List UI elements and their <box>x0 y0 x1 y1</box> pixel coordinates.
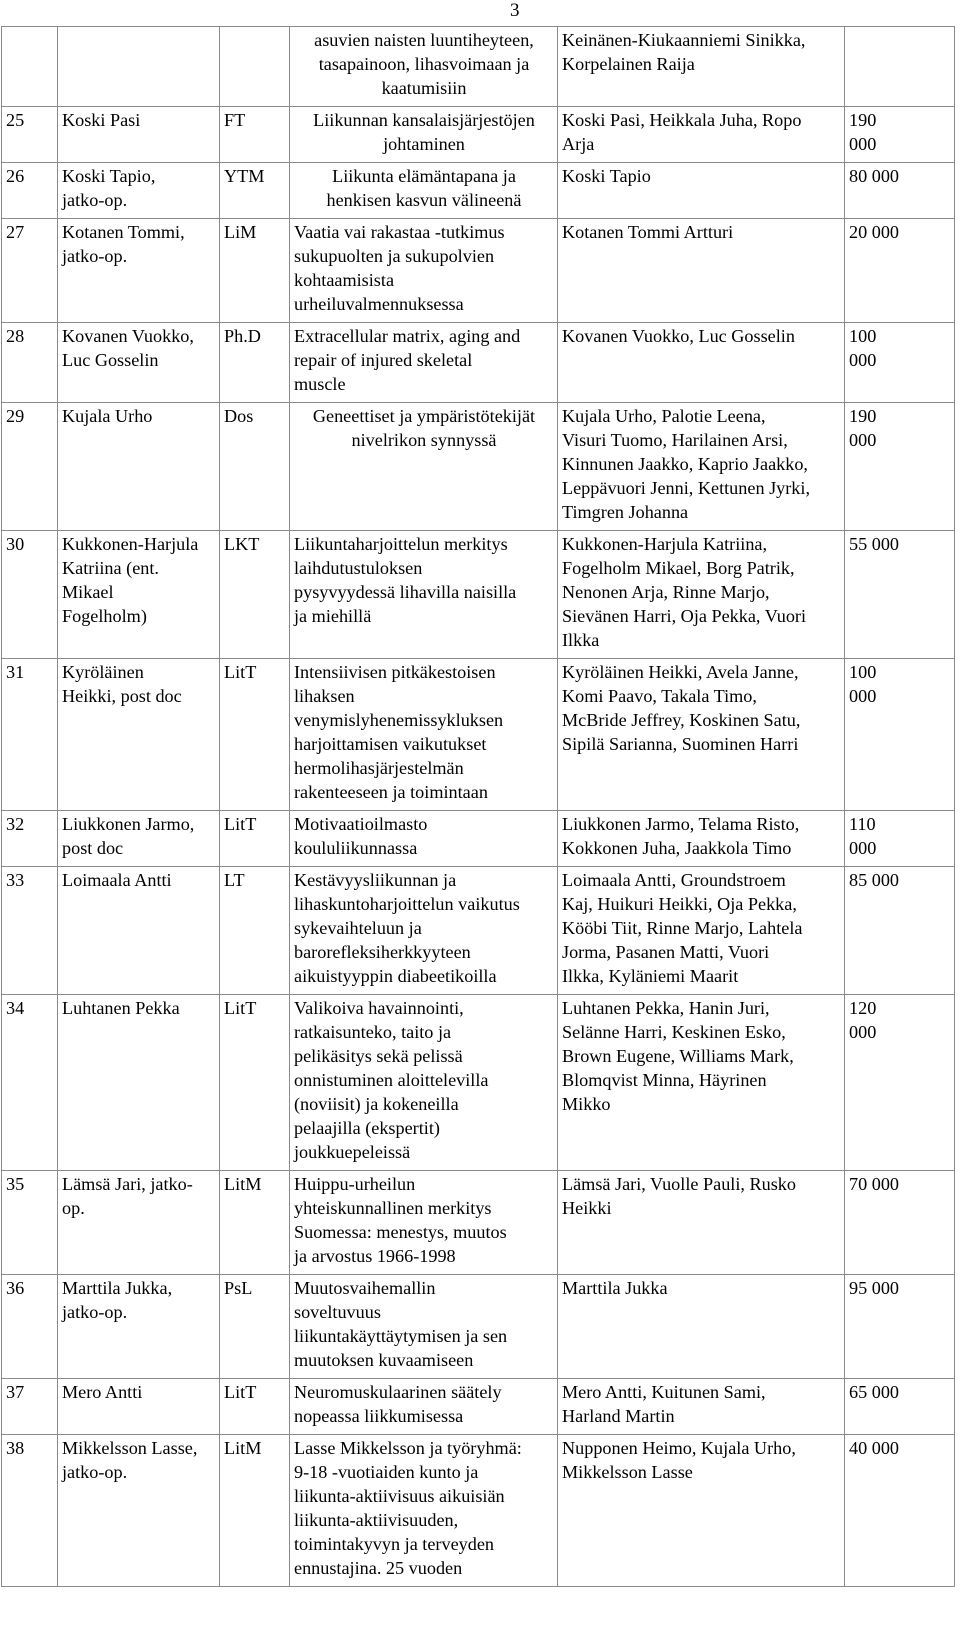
degree-cell <box>220 323 290 403</box>
researchers-line: Kovanen Vuokko, Luc Gosselin <box>562 326 795 346</box>
researchers-line: Komi Paavo, Takala Timo, <box>562 686 757 706</box>
grant-amount-line: 20 000 <box>849 222 900 242</box>
grant-amount-line: 120 <box>849 998 877 1018</box>
grant-amount-line: 190 <box>849 406 877 426</box>
research-topic-line: Liikuntaharjoittelun merkitys <box>294 534 508 554</box>
research-topic-cell <box>290 867 558 995</box>
research-topic-line: Lasse Mikkelsson ja työryhmä: <box>294 1438 522 1458</box>
applicant-cell <box>58 1275 220 1379</box>
row-number-cell <box>2 27 58 107</box>
applicant-cell <box>58 811 220 867</box>
researchers-cell <box>558 1379 845 1435</box>
grant-amount-cell <box>845 1379 955 1435</box>
degree: Ph.D <box>224 326 261 346</box>
research-topic-line: sukupuolten ja sukupolvien <box>294 246 495 266</box>
research-topic-line: pysyvyydessä lihavilla naisilla <box>294 582 517 602</box>
applicant-line: Koski Tapio, <box>62 166 156 186</box>
researchers-cell <box>558 1171 845 1275</box>
researchers-line: Kotanen Tommi Artturi <box>562 222 734 242</box>
degree: Dos <box>224 406 254 426</box>
research-topic-cell <box>290 1379 558 1435</box>
grant-amount-line: 000 <box>849 838 877 858</box>
research-topic-line: tasapainoon, lihasvoimaan ja <box>318 54 530 74</box>
grant-amount-cell <box>845 1275 955 1379</box>
degree-cell <box>220 995 290 1171</box>
researchers-cell <box>558 27 845 107</box>
research-topic-line: pelaajilla (ekspertit) <box>294 1118 440 1138</box>
research-topic-line: ja arvostus 1966-1998 <box>294 1246 456 1266</box>
applicant-line: jatko-op. <box>62 1302 128 1322</box>
researchers-line: Lämsä Jari, Vuolle Pauli, Rusko <box>562 1174 796 1194</box>
row-number: 28 <box>6 326 25 346</box>
research-topic-line: Huippu-urheilun <box>294 1174 416 1194</box>
researchers-line: Visuri Tuomo, Harilainen Arsi, <box>562 430 788 450</box>
research-topic-line: pelikäsitys sekä pelissä <box>294 1046 463 1066</box>
research-topic-line: onnistuminen aloittelevilla <box>294 1070 489 1090</box>
grant-amount-line: 70 000 <box>849 1174 900 1194</box>
degree-cell <box>220 1275 290 1379</box>
researchers-cell <box>558 1435 845 1587</box>
degree: LKT <box>224 534 260 554</box>
research-topic-cell <box>290 811 558 867</box>
research-topic-line: henkisen kasvun välineenä <box>326 190 522 210</box>
row-number-cell <box>2 219 58 323</box>
degree-cell <box>220 163 290 219</box>
grant-amount-line: 80 000 <box>849 166 900 186</box>
grant-table <box>1 26 955 1587</box>
research-topic-line: Extracellular matrix, aging and <box>294 326 521 346</box>
row-number-cell <box>2 1435 58 1587</box>
researchers-line: Ilkka <box>562 630 600 650</box>
applicant-line: jatko-op. <box>62 190 128 210</box>
research-topic-line: ja miehillä <box>294 606 372 626</box>
researchers-cell <box>558 811 845 867</box>
researchers-line: Liukkonen Jarmo, Telama Risto, <box>562 814 800 834</box>
row-number-cell <box>2 1171 58 1275</box>
degree-cell <box>220 811 290 867</box>
researchers-cell <box>558 219 845 323</box>
row-number: 37 <box>6 1382 25 1402</box>
research-topic-line: Suomessa: menestys, muutos <box>294 1222 507 1242</box>
grant-amount-line: 100 <box>849 662 877 682</box>
table-row <box>2 1275 955 1379</box>
grant-amount-cell <box>845 659 955 811</box>
researchers-line: Sievänen Harri, Oja Pekka, Vuori <box>562 606 807 626</box>
grant-amount-line: 190 <box>849 110 877 130</box>
researchers-line: Kokkonen Juha, Jaakkola Timo <box>562 838 792 858</box>
researchers-line: Timgren Johanna <box>562 502 689 522</box>
research-topic-line: (noviisit) ja kokeneilla <box>294 1094 459 1114</box>
grant-amount-line: 85 000 <box>849 870 900 890</box>
table-row <box>2 659 955 811</box>
grant-amount-line: 000 <box>849 350 877 370</box>
researchers-line: Ilkka, Kyläniemi Maarit <box>562 966 739 986</box>
researchers-cell <box>558 403 845 531</box>
row-number: 35 <box>6 1174 25 1194</box>
grant-amount-cell <box>845 995 955 1171</box>
applicant-line: Mero Antti <box>62 1382 143 1402</box>
research-topic-line: Motivaatioilmasto <box>294 814 428 834</box>
row-number: 26 <box>6 166 25 186</box>
research-topic-line: Liikunnan kansalaisjärjestöjen <box>313 110 535 130</box>
row-number: 38 <box>6 1438 25 1458</box>
applicant-line: Lämsä Jari, jatko- <box>62 1174 193 1194</box>
grant-amount-cell <box>845 163 955 219</box>
row-number: 32 <box>6 814 25 834</box>
degree-cell <box>220 27 290 107</box>
research-topic-line: liikunta-aktiivisuuden, <box>294 1510 459 1530</box>
applicant-line: Luc Gosselin <box>62 350 159 370</box>
degree-cell <box>220 659 290 811</box>
research-topic-cell <box>290 995 558 1171</box>
degree: LT <box>224 870 245 890</box>
grant-amount-cell <box>845 531 955 659</box>
row-number-cell <box>2 867 58 995</box>
table-row <box>2 323 955 403</box>
researchers-line: Kinnunen Jaakko, Kaprio Jaakko, <box>562 454 808 474</box>
table-row <box>2 531 955 659</box>
research-topic-line: barorefleksiherkkyyteen <box>294 942 471 962</box>
research-topic-line: Geneettiset ja ympäristötekijät <box>312 406 536 426</box>
research-topic-line: sykevaihteluun ja <box>294 918 422 938</box>
research-topic-cell <box>290 1171 558 1275</box>
research-topic-line: Valikoiva havainnointi, <box>294 998 464 1018</box>
degree-cell <box>220 531 290 659</box>
applicant-cell <box>58 1379 220 1435</box>
research-topic-cell <box>290 531 558 659</box>
researchers-line: Nupponen Heimo, Kujala Urho, <box>562 1438 796 1458</box>
research-topic-line: ratkaisunteko, taito ja <box>294 1022 452 1042</box>
row-number-cell <box>2 1379 58 1435</box>
research-topic-line: harjoittamisen vaikutukset <box>294 734 487 754</box>
applicant-cell <box>58 995 220 1171</box>
row-number-cell <box>2 107 58 163</box>
row-number-cell <box>2 323 58 403</box>
applicant-cell <box>58 163 220 219</box>
grant-amount-cell <box>845 811 955 867</box>
grant-amount-cell <box>845 323 955 403</box>
applicant-line: Mikkelsson Lasse, <box>62 1438 198 1458</box>
researchers-line: Heikki <box>562 1198 612 1218</box>
row-number: 31 <box>6 662 25 682</box>
researchers-line: Kööbi Tiit, Rinne Marjo, Lahtela <box>562 918 803 938</box>
research-topic-line: liikunta-aktiivisuus aikuisiän <box>294 1486 505 1506</box>
research-topic-line: nivelrikon synnyssä <box>351 430 497 450</box>
grant-amount-cell <box>845 403 955 531</box>
row-number: 36 <box>6 1278 25 1298</box>
row-number-cell <box>2 403 58 531</box>
research-topic-line: rakenteeseen ja toimintaan <box>294 782 488 802</box>
researchers-line: Kujala Urho, Palotie Leena, <box>562 406 766 426</box>
applicant-line: post doc <box>62 838 124 858</box>
degree: LitT <box>224 814 257 834</box>
grant-amount-line: 55 000 <box>849 534 900 554</box>
research-topic-cell <box>290 27 558 107</box>
researchers-line: Luhtanen Pekka, Hanin Juri, <box>562 998 770 1018</box>
applicant-line: Fogelholm) <box>62 606 147 626</box>
applicant-line: jatko-op. <box>62 246 128 266</box>
research-topic-line: Neuromuskulaarinen säätely <box>294 1382 502 1402</box>
researchers-line: Selänne Harri, Keskinen Esko, <box>562 1022 786 1042</box>
researchers-line: Koski Tapio <box>562 166 651 186</box>
row-number: 34 <box>6 998 25 1018</box>
researchers-line: Nenonen Arja, Rinne Marjo, <box>562 582 770 602</box>
applicant-line: Kujala Urho <box>62 406 153 426</box>
grant-amount-line: 65 000 <box>849 1382 900 1402</box>
table-row <box>2 107 955 163</box>
researchers-line: Loimaala Antti, Groundstroem <box>562 870 786 890</box>
research-topic-line: soveltuvuus <box>294 1302 381 1322</box>
applicant-line: jatko-op. <box>62 1462 128 1482</box>
grant-amount-line: 40 000 <box>849 1438 900 1458</box>
applicant-line: Loimaala Antti <box>62 870 172 890</box>
grant-amount-cell <box>845 1171 955 1275</box>
grant-amount-line: 110 <box>849 814 876 834</box>
degree-cell <box>220 403 290 531</box>
applicant-line: op. <box>62 1198 85 1218</box>
applicant-line: Mikael <box>62 582 114 602</box>
research-topic-line: toimintakyvyn ja terveyden <box>294 1534 495 1554</box>
grant-amount-line: 100 <box>849 326 877 346</box>
grant-amount-line: 000 <box>849 686 877 706</box>
research-topic-line: liikuntakäyttäytymisen ja sen <box>294 1326 508 1346</box>
research-topic-line: laihdutustuloksen <box>294 558 423 578</box>
table-row <box>2 1171 955 1275</box>
applicant-cell <box>58 1171 220 1275</box>
research-topic-line: urheiluvalmennuksessa <box>294 294 464 314</box>
research-topic-line: venymislyhenemissykluksen <box>294 710 504 730</box>
researchers-line: Mikkelsson Lasse <box>562 1462 693 1482</box>
research-topic-line: ennustajina. 25 vuoden <box>294 1558 463 1578</box>
applicant-line: Kukkonen-Harjula <box>62 534 199 554</box>
applicant-cell <box>58 107 220 163</box>
grant-amount-line: 000 <box>849 1022 877 1042</box>
researchers-line: Harland Martin <box>562 1406 675 1426</box>
research-topic-line: johtaminen <box>383 134 465 154</box>
research-topic-cell <box>290 163 558 219</box>
researchers-cell <box>558 995 845 1171</box>
research-topic-cell <box>290 403 558 531</box>
grant-amount-line: 95 000 <box>849 1278 900 1298</box>
research-topic-cell <box>290 659 558 811</box>
degree: LitM <box>224 1438 262 1458</box>
researchers-line: Leppävuori Jenni, Kettunen Jyrki, <box>562 478 811 498</box>
degree-cell <box>220 1435 290 1587</box>
research-topic-line: kaatumisiin <box>381 78 467 98</box>
table-row <box>2 1435 955 1587</box>
row-number: 27 <box>6 222 25 242</box>
research-topic-line: asuvien naisten luuntiheyteen, <box>314 30 534 50</box>
degree: LiM <box>224 222 257 242</box>
applicant-line: Koski Pasi <box>62 110 141 130</box>
researchers-cell <box>558 531 845 659</box>
degree-cell <box>220 219 290 323</box>
degree-cell <box>220 867 290 995</box>
applicant-cell <box>58 323 220 403</box>
grant-amount-cell <box>845 107 955 163</box>
research-topic-line: Liikunta elämäntapana ja <box>332 166 516 186</box>
research-topic-cell <box>290 323 558 403</box>
research-topic-line: repair of injured skeletal <box>294 350 473 370</box>
grant-amount-cell <box>845 219 955 323</box>
applicant-line: Luhtanen Pekka <box>62 998 180 1018</box>
row-number: 30 <box>6 534 25 554</box>
grant-amount-line: 000 <box>849 430 877 450</box>
applicant-line: Kotanen Tommi, <box>62 222 185 242</box>
researchers-line: Mikko <box>562 1094 611 1114</box>
research-topic-cell <box>290 1275 558 1379</box>
applicant-cell <box>58 27 220 107</box>
researchers-cell <box>558 107 845 163</box>
research-topic-line: Vaatia vai rakastaa -tutkimus <box>294 222 505 242</box>
researchers-line: Mero Antti, Kuitunen Sami, <box>562 1382 766 1402</box>
grant-amount-cell <box>845 867 955 995</box>
applicant-line: Liukkonen Jarmo, <box>62 814 195 834</box>
research-topic-line: hermolihasjärjestelmän <box>294 758 464 778</box>
researchers-line: McBride Jeffrey, Koskinen Satu, <box>562 710 801 730</box>
grant-amount-line: 000 <box>849 134 877 154</box>
applicant-cell <box>58 219 220 323</box>
researchers-line: Jorma, Pasanen Matti, Vuori <box>562 942 770 962</box>
researchers-cell <box>558 323 845 403</box>
table-row <box>2 27 955 107</box>
row-number: 25 <box>6 110 25 130</box>
row-number-cell <box>2 811 58 867</box>
table-row <box>2 867 955 995</box>
page-number: 3 <box>510 0 520 21</box>
research-topic-line: lihaksen <box>294 686 355 706</box>
researchers-line: Marttila Jukka <box>562 1278 668 1298</box>
research-topic-cell <box>290 219 558 323</box>
research-topic-line: muutoksen kuvaamiseen <box>294 1350 474 1370</box>
grant-table-body <box>2 27 955 1587</box>
researchers-line: Kyröläinen Heikki, Avela Janne, <box>562 662 799 682</box>
researchers-line: Keinänen-Kiukaanniemi Sinikka, <box>562 30 806 50</box>
researchers-line: Arja <box>562 134 595 154</box>
research-topic-line: lihaskuntoharjoittelun vaikutus <box>294 894 520 914</box>
row-number-cell <box>2 659 58 811</box>
degree-cell <box>220 1171 290 1275</box>
researchers-line: Fogelholm Mikael, Borg Patrik, <box>562 558 795 578</box>
research-topic-line: muscle <box>294 374 346 394</box>
research-topic-line: aikuistyyppin diabeetikoilla <box>294 966 497 986</box>
applicant-line: Katriina (ent. <box>62 558 159 578</box>
table-row <box>2 995 955 1171</box>
research-topic-line: nopeassa liikkumisessa <box>294 1406 464 1426</box>
researchers-line: Sipilä Sarianna, Suominen Harri <box>562 734 799 754</box>
table-row <box>2 163 955 219</box>
researchers-line: Koski Pasi, Heikkala Juha, Ropo <box>562 110 802 130</box>
research-topic-line: Muutosvaihemallin <box>294 1278 436 1298</box>
degree-cell <box>220 1379 290 1435</box>
applicant-line: Kovanen Vuokko, <box>62 326 194 346</box>
applicant-line: Heikki, post doc <box>62 686 182 706</box>
grant-amount-cell <box>845 27 955 107</box>
researchers-cell <box>558 163 845 219</box>
research-topic-line: joukkuepeleissä <box>294 1142 411 1162</box>
researchers-cell <box>558 1275 845 1379</box>
researchers-line: Korpelainen Raija <box>562 54 695 74</box>
degree: LitM <box>224 1174 262 1194</box>
researchers-line: Kukkonen-Harjula Katriina, <box>562 534 768 554</box>
table-row <box>2 811 955 867</box>
research-topic-line: Intensiivisen pitkäkestoisen <box>294 662 496 682</box>
research-topic-cell <box>290 1435 558 1587</box>
row-number: 33 <box>6 870 25 890</box>
degree: LitT <box>224 998 257 1018</box>
applicant-line: Kyröläinen <box>62 662 144 682</box>
degree: YTM <box>224 166 265 186</box>
research-topic-line: koululiikunnassa <box>294 838 418 858</box>
degree: PsL <box>224 1278 253 1298</box>
researchers-cell <box>558 867 845 995</box>
research-topic-line: 9-18 -vuotiaiden kunto ja <box>294 1462 479 1482</box>
degree-cell <box>220 107 290 163</box>
table-row <box>2 219 955 323</box>
row-number: 29 <box>6 406 25 426</box>
row-number-cell <box>2 995 58 1171</box>
applicant-cell <box>58 403 220 531</box>
applicant-cell <box>58 867 220 995</box>
table-row <box>2 403 955 531</box>
research-topic-line: kohtaamisista <box>294 270 395 290</box>
degree: LitT <box>224 662 257 682</box>
table-row <box>2 1379 955 1435</box>
row-number-cell <box>2 163 58 219</box>
research-topic-cell <box>290 107 558 163</box>
researchers-line: Kaj, Huikuri Heikki, Oja Pekka, <box>562 894 797 914</box>
row-number-cell <box>2 531 58 659</box>
degree: FT <box>224 110 246 130</box>
research-topic-line: Kestävyysliikunnan ja <box>294 870 457 890</box>
research-topic-line: yhteiskunnallinen merkitys <box>294 1198 492 1218</box>
row-number-cell <box>2 1275 58 1379</box>
applicant-cell <box>58 659 220 811</box>
degree: LitT <box>224 1382 257 1402</box>
researchers-cell <box>558 659 845 811</box>
applicant-cell <box>58 531 220 659</box>
applicant-line: Marttila Jukka, <box>62 1278 173 1298</box>
applicant-cell <box>58 1435 220 1587</box>
researchers-line: Blomqvist Minna, Häyrinen <box>562 1070 767 1090</box>
grant-amount-cell <box>845 1435 955 1587</box>
researchers-line: Brown Eugene, Williams Mark, <box>562 1046 794 1066</box>
